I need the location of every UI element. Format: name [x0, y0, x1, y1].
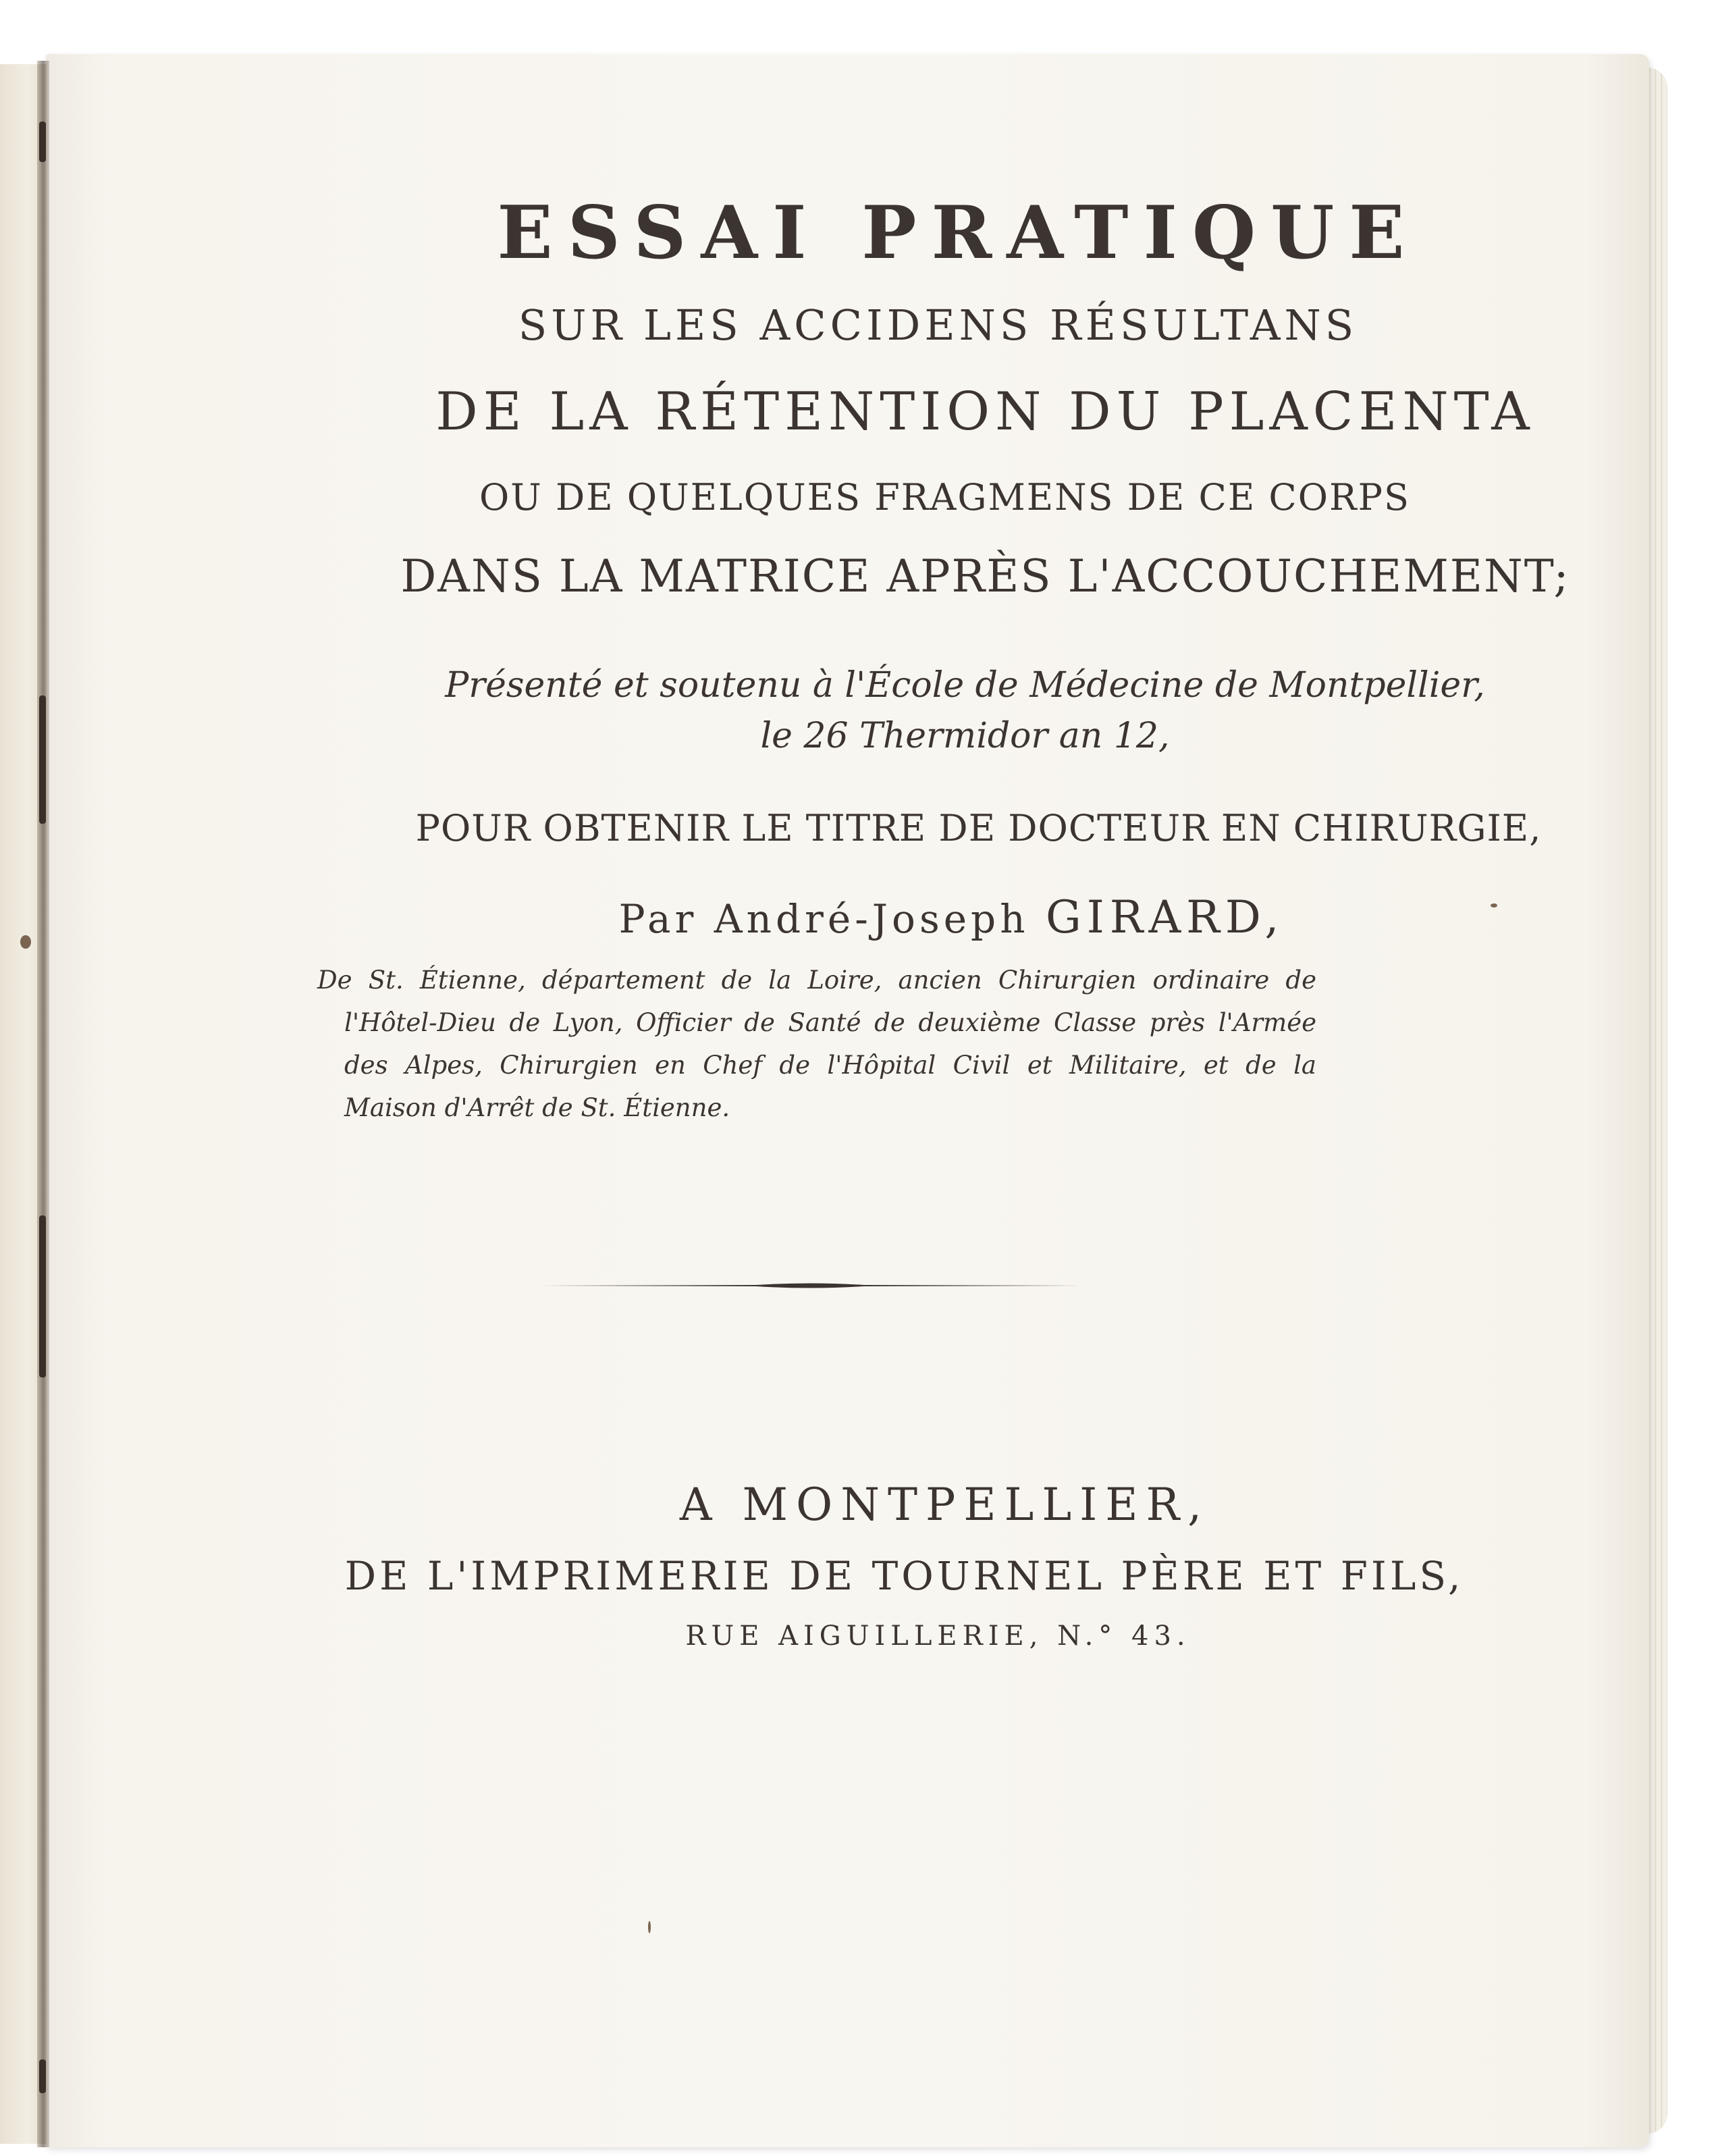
degree-line: POUR OBTENIR LE TITRE DE DOCTEUR EN CHIRURGIE, [415, 807, 1542, 849]
book-title: ESSAI PRATIQUE [497, 190, 1420, 275]
presentation-line: Présenté et soutenu à l'École de Médecine de Montpellier, [445, 665, 1485, 706]
author-line [0, 891, 1714, 943]
subtitle-line: SUR LES ACCIDENS RÉSULTANS [518, 300, 1358, 350]
imprint-street: RUE AIGUILLERIE, N.° 43. [685, 1621, 1191, 1652]
subtitle-line: DE LA RÉTENTION DU PLACENTA [435, 382, 1535, 442]
binding-thread-mark [39, 1215, 46, 1377]
author-bio-line: De St. Étienne, département de la Loire, ancien Chirurgien ordinaire de [317, 966, 1316, 995]
decorative-rule [540, 1282, 1080, 1290]
title-page [46, 54, 1649, 2147]
spine-gutter [37, 61, 49, 2147]
imprint-city: A MONTPELLIER, [679, 1479, 1210, 1531]
author-prefix: Par André-Joseph [618, 896, 1029, 942]
imprint-printer: DE L'IMPRIMERIE DE TOURNEL PÈRE ET FILS, [344, 1553, 1464, 1599]
author-surname: GIRARD, [1045, 891, 1285, 943]
paper-speck [648, 1921, 651, 1933]
presentation-date: le 26 Thermidor an 12, [760, 716, 1170, 756]
author-bio-line: Maison d'Arrêt de St. Étienne. [344, 1093, 730, 1122]
subtitle-line: OU DE QUELQUES FRAGMENS DE CE CORPS [479, 476, 1410, 519]
binding-thread-mark [39, 2059, 46, 2093]
author-bio-line: l'Hôtel-Dieu de Lyon, Officier de Santé de deuxième Classe près l'Armée [344, 1008, 1316, 1037]
binding-thread-mark [39, 695, 46, 824]
author-bio-line: des Alpes, Chirurgien en Chef de l'Hôpital Civil et Militaire, et de la [344, 1051, 1316, 1080]
binding-thread-mark [39, 122, 46, 162]
subtitle-line: DANS LA MATRICE APRÈS L'ACCOUCHEMENT; [400, 550, 1570, 602]
